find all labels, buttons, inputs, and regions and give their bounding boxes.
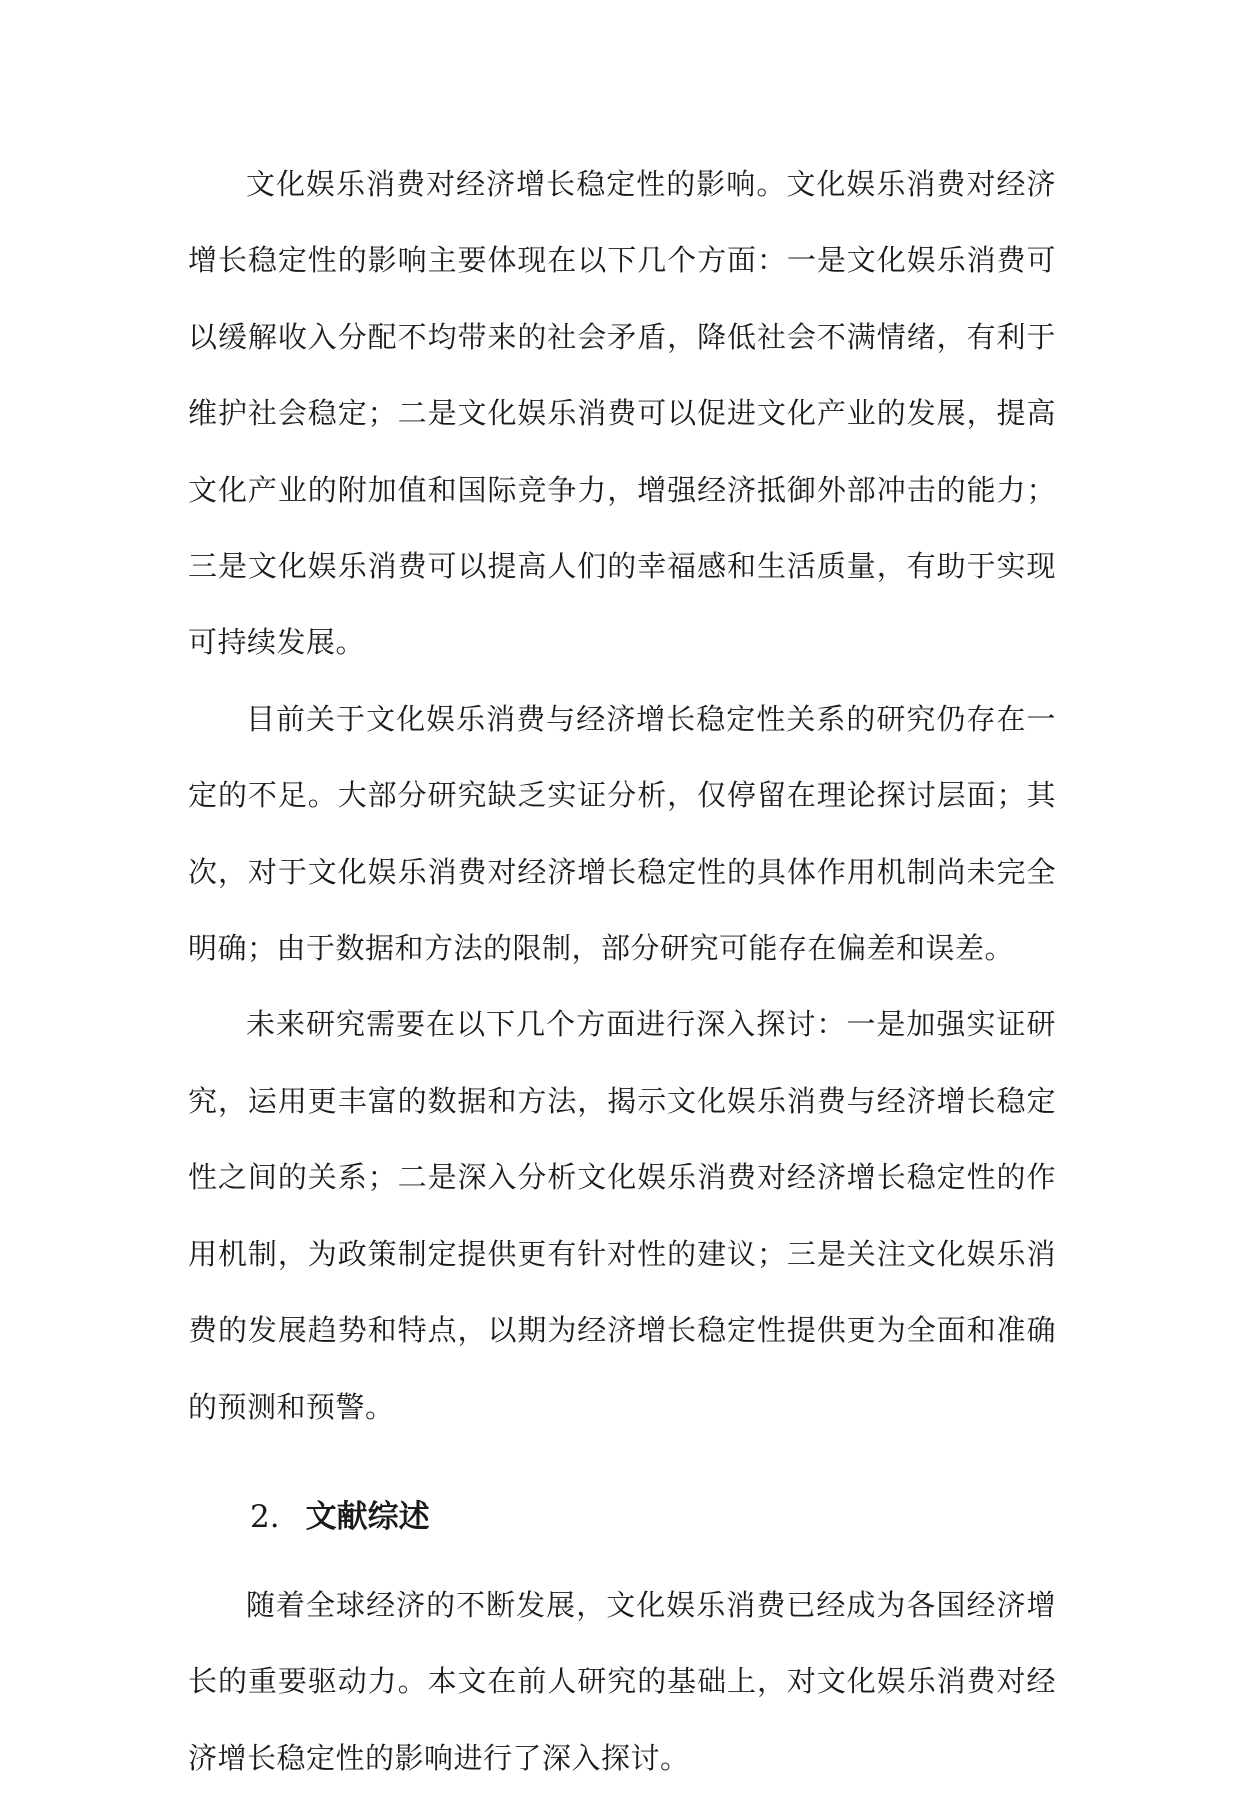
- section-title: 文献综述: [305, 1498, 430, 1535]
- paragraph-4: 随着全球经济的不断发展，文化娱乐消费已经成为各国经济增长的重要驱动力。本文在前人研究的基础上，对文化娱乐消费对经济增长稳定性的影响进行了深入探讨。: [188, 1587, 1056, 1775]
- section-number: 2.: [250, 1498, 280, 1535]
- paragraph-1: 文化娱乐消费对经济增长稳定性的影响。文化娱乐消费对经济增长稳定性的影响主要体现在以下几个方面：一是文化娱乐消费可以缓解收入分配不均带来的社会矛盾，降低社会不满情绪，有利于维护社会稳定；二是文化娱乐消费可以促进文化产业的发展，提高文化产业的附加值和国际竞争力，增强经济抵御外部冲击的能力；三是文化娱乐消费可以提高人们的幸福感和生活质量，有助于实现可持续发展。: [188, 167, 1056, 660]
- section-heading: [188, 1485, 1056, 1549]
- paragraph-2: 目前关于文化娱乐消费与经济增长稳定性关系的研究仍存在一定的不足。大部分研究缺乏实证分析，仅停留在理论探讨层面；其次，对于文化娱乐消费对经济增长稳定性的具体作用机制尚未完全明确；由于数据和方法的限制，部分研究可能存在偏差和误差。: [188, 701, 1056, 966]
- document-page: [188, 146, 1056, 1796]
- paragraph-3: 未来研究需要在以下几个方面进行深入探讨：一是加强实证研究，运用更丰富的数据和方法，揭示文化娱乐消费与经济增长稳定性之间的关系；二是深入分析文化娱乐消费对经济增长稳定性的作用机制，为政策制定提供更有针对性的建议；三是关注文化娱乐消费的发展趋势和特点，以期为经济增长稳定性提供更为全面和准确的预测和预警。: [188, 1007, 1056, 1424]
